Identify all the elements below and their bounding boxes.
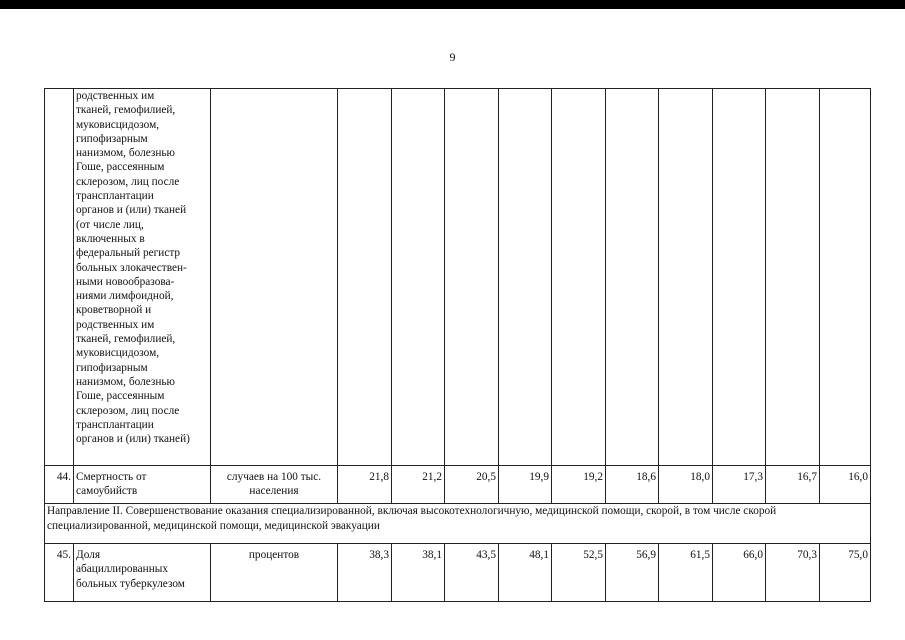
value-cell	[713, 89, 766, 466]
value-cell: 61,5	[659, 544, 713, 602]
indicator-line: органов и (или) тканей	[76, 204, 187, 217]
indicator-line: муковисцидозом,	[76, 118, 160, 131]
indicator-cell	[74, 89, 211, 466]
indicator-cell	[74, 466, 211, 504]
value-cell: 16,0	[820, 466, 871, 504]
value-cell	[820, 89, 871, 466]
indicator-line: нанизмом, болезнью	[76, 147, 175, 160]
unit-line: случаев на 100 тыс.	[226, 471, 322, 483]
value-cell: 70,3	[766, 544, 820, 602]
top-border-bar	[0, 0, 905, 9]
value-cell	[552, 89, 606, 466]
section-row	[45, 504, 871, 544]
value-cell: 75,0	[820, 544, 871, 602]
value-cell	[659, 89, 713, 466]
value-cell: 18,6	[606, 466, 659, 504]
table-row-45	[45, 544, 871, 602]
row-number	[45, 89, 74, 466]
section-heading: Направление II. Совершенствование оказания специализированной, включая высокотехнологичную, медицинской помощи, скорой, в том числе скорой специализированной, медицинской помощи, медицинской эвакуации	[45, 504, 871, 544]
value-cell: 21,8	[338, 466, 392, 504]
indicator-line: самоубийств	[76, 485, 138, 498]
indicator-line: Доля	[76, 549, 101, 561]
row-number: 44.	[45, 466, 74, 504]
value-cell	[445, 89, 499, 466]
value-cell: 17,3	[713, 466, 766, 504]
unit-line: населения	[249, 485, 299, 498]
indicator-line: нанизмом, болезнью	[76, 375, 175, 388]
indicator-line: (от числе лиц,	[76, 218, 144, 231]
indicator-line: склерозом, лиц после	[76, 404, 180, 417]
unit-line: процентов	[248, 549, 300, 561]
indicator-line: больных туберкулезом	[76, 577, 185, 590]
page-number: 9	[449, 50, 456, 64]
indicator-line: ниями лимфоидной,	[76, 290, 174, 303]
indicator-cell	[74, 544, 211, 602]
indicator-line: Смертность от	[76, 471, 147, 483]
value-cell: 38,1	[392, 544, 445, 602]
indicator-line: включенных в	[76, 232, 145, 245]
value-cell: 48,1	[499, 544, 552, 602]
indicator-line: муковисцидозом,	[76, 347, 160, 360]
indicator-line: склерозом, лиц после	[76, 175, 180, 188]
value-cell: 38,3	[338, 544, 392, 602]
indicator-line: ными новообразова-	[76, 275, 175, 288]
unit-cell	[211, 89, 338, 466]
indicator-line: гипофизарным	[76, 132, 148, 145]
indicator-line: трансплантации	[76, 190, 154, 203]
value-cell: 21,2	[392, 466, 445, 504]
indicator-line: кроветворной и	[76, 304, 152, 317]
indicator-line: абациллированных	[76, 563, 169, 576]
value-cell: 43,5	[445, 544, 499, 602]
table-row-continuation	[45, 89, 871, 466]
indicator-line: родственных им	[76, 90, 155, 102]
value-cell	[338, 89, 392, 466]
unit-cell	[211, 466, 338, 504]
indicator-line: тканей, гемофилией,	[76, 104, 176, 117]
indicator-line: трансплантации	[76, 418, 154, 431]
indicator-line: родственных им	[76, 318, 155, 331]
value-cell	[766, 89, 820, 466]
value-cell: 56,9	[606, 544, 659, 602]
value-cell	[606, 89, 659, 466]
value-cell: 16,7	[766, 466, 820, 504]
indicator-line: органов и (или) тканей)	[76, 433, 190, 446]
value-cell	[499, 89, 552, 466]
value-cell: 52,5	[552, 544, 606, 602]
indicator-line: тканей, гемофилией,	[76, 333, 176, 346]
indicator-line: больных злокачествен-	[76, 261, 187, 274]
unit-cell	[211, 544, 338, 602]
value-cell: 66,0	[713, 544, 766, 602]
indicator-line: Гоше, рассеянным	[76, 390, 165, 403]
value-cell: 20,5	[445, 466, 499, 504]
indicators-table	[44, 88, 871, 602]
value-cell: 18,0	[659, 466, 713, 504]
value-cell: 19,9	[499, 466, 552, 504]
indicator-line: Гоше, рассеянным	[76, 161, 165, 174]
value-cell	[392, 89, 445, 466]
indicator-line: федеральный регистр	[76, 247, 181, 260]
table-row-44	[45, 466, 871, 504]
value-cell: 19,2	[552, 466, 606, 504]
indicator-line: гипофизарным	[76, 361, 148, 374]
row-number: 45.	[45, 544, 74, 602]
